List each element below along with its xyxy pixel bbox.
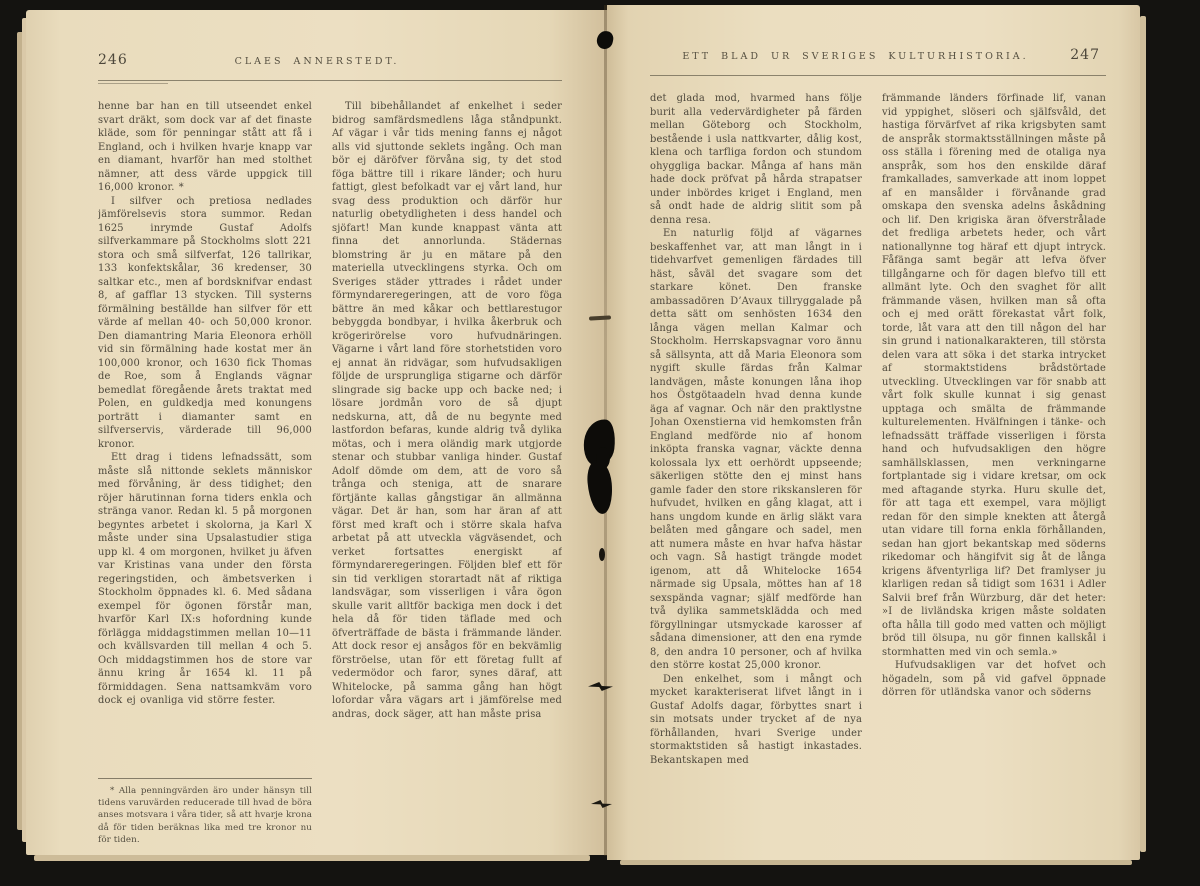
running-header-left: CLAES ANNERSTEDT. (234, 56, 400, 67)
ink-blot (599, 548, 605, 561)
page-number-right: 247 (1070, 47, 1100, 63)
page-stack-edge (34, 855, 590, 861)
column-paragraphs (650, 92, 862, 767)
paragraph: Den enkelhet, som i mångt och mycket karakteriserat lifvet långt in i Gustaf Adolfs dagar, förbyttes snart i sin motsats under trycket af de nya förhållanden, hvari Sverige under stormaktstiden så hastigt inkastades. Bekantskapen med (650, 673, 862, 766)
left-page-column-2 (332, 100, 562, 846)
text-block (607, 92, 1140, 848)
left-page-header (26, 52, 607, 76)
page-stack-edge (1140, 16, 1146, 852)
text-block (26, 100, 607, 846)
footnote-rule (98, 778, 312, 779)
right-page (607, 5, 1140, 860)
column-paragraphs (882, 92, 1106, 700)
paragraph: Ett drag i tidens lefnadssätt, som måste slå nittonde seklets människor med förvåning, är dess tidighet; den röjer härutinnan forna tiders enkla och stränga vanor. Redan kl. 5 på morgonen begyntes arbetet i skolorna, ja Karl X måste under sina Upsalastudier stiga upp kl. 4 om morgonen, hvilket ju äfven var Kristinas vana under den första regeringstiden, och ämbetsverken i Stockholm öppnades kl. 6. Med sådana exempel för ögonen förstår man, hvarför Karl IX:s hofordning kunde förlägga middagstimmen mellan 10—11 och kvällsvarden till mellan 4 och 5. Och middagstimmen hos de store var ännu kring år 1654 kl. 11 på förmiddagen. Sena nattsamkväm voro dock ej ovanliga vid större fester. (98, 452, 312, 706)
paragraph: främmande länders förfinade lif, vanan vid yppighet, slöseri och själfsvåld, det hastiga förvärfvet af rika krigsbyten samt de anspråk stormaktsställningen måste på oss ställa i förening med de otaliga nya anspråk, som hos den enskilde däraf framkallades, samverkade att inom loppet af en mansålder i förvånande grad omskapa den svenska adelns åskådning och lif. Den krigiska äran öfverstrålade det fredliga arbetets heder, och vårt nationallynne tog häraf ett djupt intryck. Fåfänga samt begär att lefva öfver tillgångarne och för dagen blefvo till ett allmänt lyte. Och den svaghet för allt främmande väsen, hvilken man så ofta och ej med orätt förekastat vårt folk, torde, låt vara att den till någon del har sin grund i nationalkarakteren, till största delen vara att söka i det starka intrycket af stormaktstidens brådstörtade utveckling. Utvecklingen var för snabb att vårt folk skulle kunnat i sig genast upptaga och smälta de främmande kulturelementen. Hvälfningen i tänke- och lefnadssätt träffade visserligen i första hand och hufvudsakligen den högre samhällsklassen, men verkningarne fortplantade sig i vidare kretsar, om ock med aftagande styrka. Huru skulle det, för att taga ett exempel, vara möjligt redan för den simple knekten att återgå utan vidare till forna enkla förhållanden, sedan han gjort bekantskap med söderns rikedomar och hängifvit sig åt de långa krigens äfventyrliga lif? Det framlyser ju klarligen redan så tidigt som 1631 i Adler Salvii bref från Würzburg, där det heter: »I de livländska krigen måste soldaten ofta hålla till godo med vatten och möjligt bröd till ölsupa, nu gör finnen kallskål i stormhatten med vin och semla.» (882, 93, 1106, 658)
left-page-column-1 (98, 100, 312, 846)
footnote-block (98, 778, 312, 846)
footnote: * Alla penningvärden äro under hänsyn till tidens varuvärden reducerade till hvad de böra anses motsvara i våra tider, så att hvarje krona då för tiden beräknas lika med tre kronor nu för tiden. (98, 785, 312, 845)
right-page-header (607, 47, 1140, 71)
column-paragraphs (98, 100, 312, 708)
column-paragraphs (332, 100, 562, 721)
running-header-right: ETT BLAD UR SVERIGES KULTURHISTORIA. (682, 51, 1029, 62)
header-rule (98, 80, 562, 81)
page-stack-edge (620, 860, 1132, 865)
paragraph: I silfver och pretiosa nedlades jämförelsevis stora summor. Redan 1625 inrymde Gustaf Adolfs silfverkammare på Stockholms slott 221 stora och små silfverfat, 126 tallrikar, 133 konfektskålar, 36 kredenser, 30 saltkar etc., men af bordsknifvar endast 8, af gafflar 13 stycken. Till systerns förmälning beställde han silfver för ett värde af mellan 40- och 50,000 kronor. Den diamantring Maria Eleonora erhöll vid sin förmälning hade kostat mer än 100,000 kronor, och 1630 fick Thomas de Roe, som å Englands vägnar bemedlat föregående årets traktat med Polen, en guldkedja med konungens porträtt i diamanter samt en silfverservis, värderade till 96,000 kronor. (98, 195, 312, 450)
paragraph: Hufvudsakligen var det hofvet och högadeln, som på vid gafvel öppnade dörren för utländska vanor och söderns (882, 660, 1106, 698)
right-page-column-2 (882, 92, 1106, 848)
header-rule-short (98, 83, 168, 84)
left-page (26, 10, 607, 855)
paragraph: Till bibehållandet af enkelhet i seder bidrog samfärdsmedlens låga ståndpunkt. Af vägar i vår tids mening fanns ej något alls vid sjuttonde seklets ingång. Och man bör ej däröfver förvåna sig, ty det stod föga bättre till i rikare länder; och huru fattigt, glest befolkadt var ej vårt land, hur svag dess produktion och därför hur naturlig obetydligheten i dess handel och sjöfart! Man kunde knappast vänta att finna det annorlunda. Städernas blomstring är ju en mätare på den materiella utvecklingens styrka. Och om Sveriges städer yttrades i rådet under förmyndareregeringen, att de voro föga bättre än med kåkar och bettlarestugor bebyggda bondbyar, i hvilka åkerbruk och krögerirörelse voro hufvudnäringen. Vägarne i vårt land före storhetstiden voro ej annat än ridvägar, som hufvudsakligen följde de ursprungliga stigarne och därför slingrade sig backe upp och backe ned; i lösare jordmån voro de så djupt nedskurna, att, då de nu begynte med lastfordon befaras, kunde aldrig två dylika mötas, och i mera oländig mark utgjorde stenar och stubbar vanliga hinder. Gustaf Adolf dömde om dem, att de voro så trånga och steniga, att de snarare förtjänte kallas gångstigar än allmänna vägar. Det är han, som har äran af att först med kraft och i större skala hafva arbetat på att utveckla vägväsendet, och verket fortsattes energiskt af förmyndareregeringen. Följden blef ett för sin tid verkligen storartadt nät af riktiga landsvägar, som visserligen i våra ögon skulle varit alltför backiga men dock i det hela då för tiden täflade med och öfverträffade de bästa i främmande länder. Att dock resor ej ansågos för en bekvämlig förströelse, utan för ett företag fullt af vedermödor och faror, synes däraf, att Whitelocke, på samma gång han högt lofordar våra vägars art i jämförelse med andras, dock säger, att han måste prisa (332, 101, 562, 720)
paragraph: henne bar han en till utseendet enkel svart dräkt, som dock var af det finaste kläde, som för penningar stått att få i England, och i hvilken hvarje knapp var en diamant, hvarför han med stolthet nämner, att dess värde uppgick till 16,000 kronor. * (98, 101, 312, 193)
page-number-left: 246 (98, 52, 128, 68)
paragraph: En naturlig följd af vägarnes beskaffenhet var, att man långt in i tidehvarfvet gemenligen färdades till häst, såväl det svagare som det starkare könet. Den franske ambassadören D’Avaux tillryggalade på detta sätt om senhösten 1634 den långa vägen mellan Kalmar och Stockholm. Herrskapsvagnar voro ännu så sällsynta, att då Maria Eleonora som nygift skulle färdas från Kalmar landvägen, måste konungen låna ihop hos Östgötaadeln hvad denna kunde äga af vagnar. Och när den praktlystne Johan Oxenstierna vid hemkomsten från England medförde nio af honom inköpta franska vagnar, väckte denna kolossala lyx ett oerhördt uppseende; säkerligen stötte den ej minst hans gamle fader den store rikskansleren för hufvudet, hvilken en gång klagat, att i hans ungdom kunde en ärlig släkt vara belåten med gångare och sadel, men att numera måste en hvar hafva hästar och vagn. Så hastigt trängde modet igenom, att då Whitelocke 1654 närmade sig Upsala, möttes han af 18 sexspända vagnar; själf medförde han två dylika sammetsklädda och med förgyllningar utsmyckade karosser af sådana dimensioner, att den ena rymde 8, den andra 10 personer, och af hvilka den större kostat 25,000 kronor. (650, 228, 862, 671)
paragraph: det glada mod, hvarmed hans följe burit alla vedervärdigheter på färden mellan Göteborg och Stockholm, bestående i usla nattkvarter, dålig kost, klena och tarfliga fordon och stundom ohyggliga backar. Många af hans män hade dock pröfvat på hårda strapatser under inbördes kriget i England, men så ondt hade de aldrig slitit som på denna resa. (650, 93, 862, 226)
header-rule (650, 75, 1106, 76)
right-page-column-1 (650, 92, 862, 848)
ink-blot (596, 447, 610, 469)
